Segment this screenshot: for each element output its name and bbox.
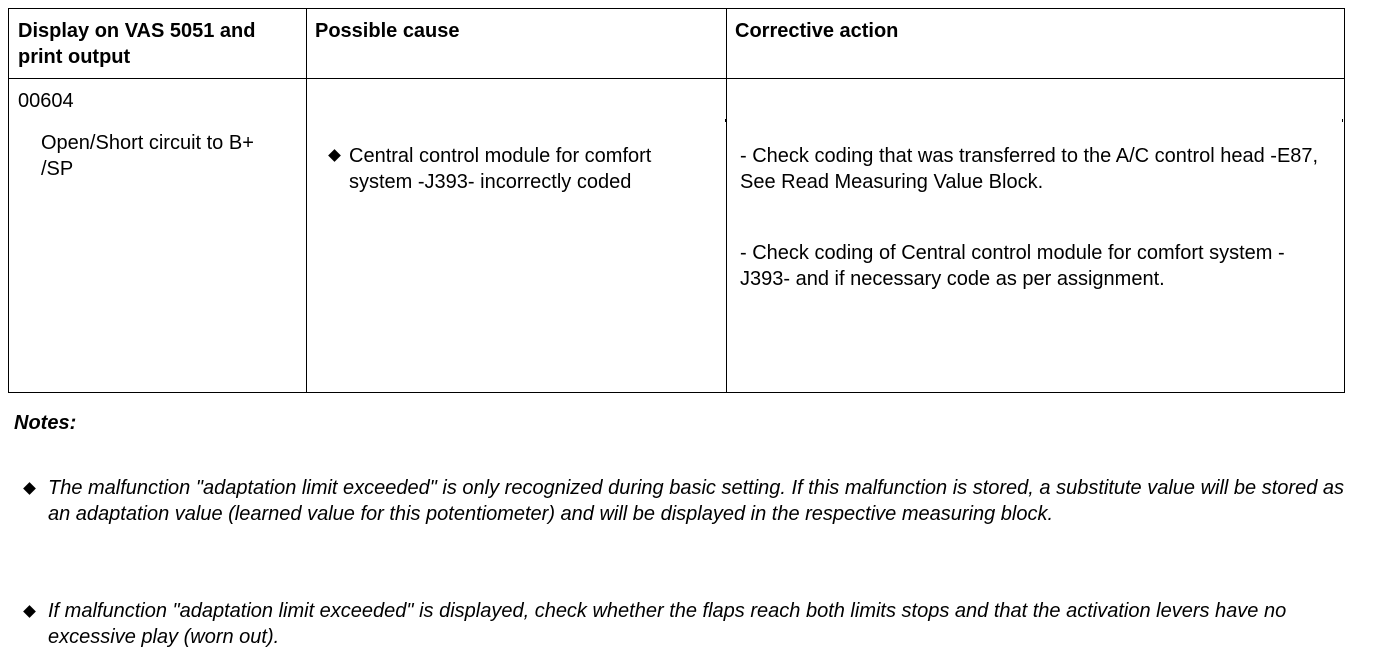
corrective-action-1 bbox=[740, 143, 1325, 195]
header-divider bbox=[9, 78, 1344, 79]
notes-title: Notes: bbox=[14, 412, 77, 434]
action-1-see: See bbox=[740, 171, 776, 193]
fault-table bbox=[8, 8, 1345, 393]
column-divider bbox=[306, 9, 307, 392]
cell-tick bbox=[1342, 119, 1343, 122]
corrective-action-2: - Check coding of Central control module for comfort system -J393- and if necessary code as per assignment. bbox=[740, 242, 1285, 290]
action-1-end: . bbox=[1037, 171, 1044, 193]
header-action: Corrective action bbox=[735, 20, 899, 42]
note-item: The malfunction "adaptation limit exceeded" is only recognized during basic setting. If this malfunction is stored, a substitute value will be stored as an adaptation value (learned value for this potentiometer) and will be displayed in the respective measuring block. bbox=[48, 477, 1344, 525]
fault-code: 00604 bbox=[18, 90, 74, 112]
bullet-icon bbox=[23, 605, 36, 618]
note-item: If malfunction "adaptation limit exceeded" is displayed, check whether the flaps reach both limits stops and that the activation levers have no excessive play (worn out). bbox=[48, 600, 1287, 648]
bullet-icon bbox=[328, 149, 341, 162]
fault-description: Open/Short circuit to B+ /SP bbox=[41, 132, 254, 180]
header-cause: Possible cause bbox=[315, 20, 460, 42]
read-measuring-value-block-link[interactable]: Read Measuring Value Block bbox=[781, 171, 1038, 193]
header-display: Display on VAS 5051 and print output bbox=[18, 20, 256, 68]
cell-tick bbox=[725, 119, 726, 122]
column-divider bbox=[726, 9, 727, 392]
action-1-text: - Check coding that was transferred to the A/C control head -E87, bbox=[740, 145, 1319, 167]
bullet-icon bbox=[23, 482, 36, 495]
possible-cause: Central control module for comfort system -J393- incorrectly coded bbox=[349, 145, 652, 193]
